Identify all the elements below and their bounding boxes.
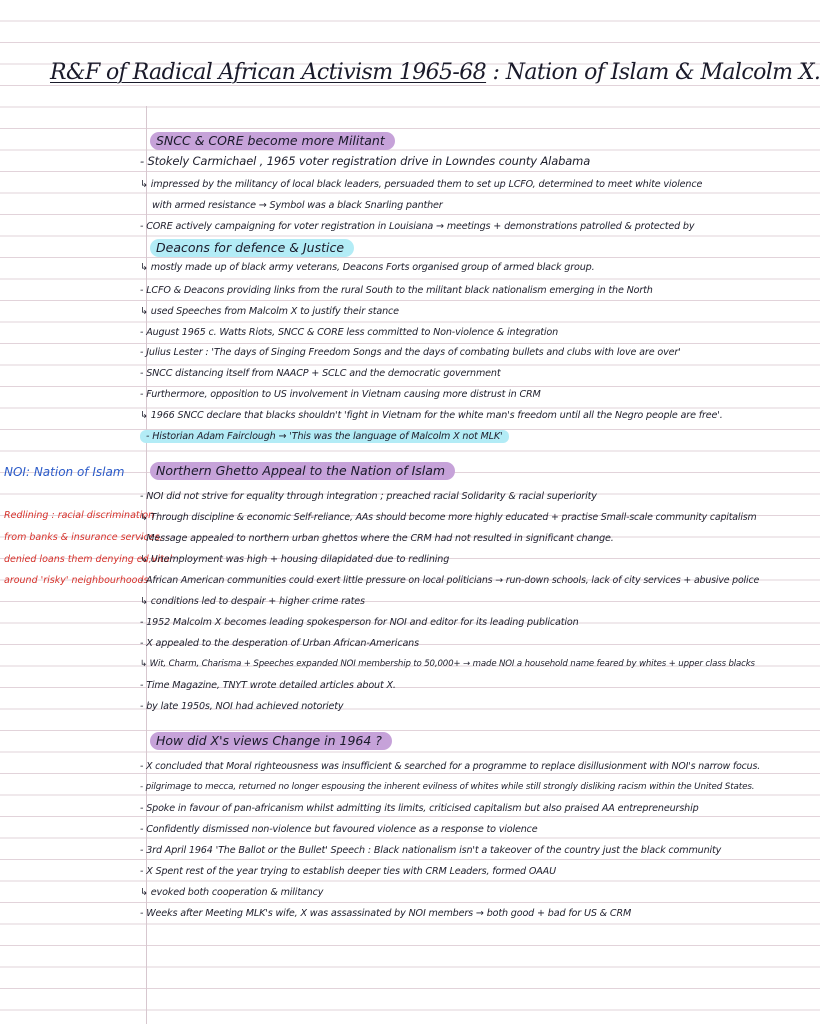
note-line: - X concluded that Moral righteousness was insufficient & searched for a programme to replace disillusionment with NOI's narrow focus. — [140, 761, 761, 772]
note-line: - LCFO & Deacons providing links from the rural South to the militant black nationalism emerging in the North — [140, 285, 653, 296]
note-line: - Furthermore, opposition to US involvement in Vietnam causing more distrust in CRM — [140, 389, 541, 400]
note-line: - Spoke in favour of pan-africanism whilst admitting its limits, criticised capitalism but also praised AA entrepreneurship — [140, 803, 699, 814]
note-line: - Message appealed to northern urban ghettos where the CRM had not resulted in significant change. — [140, 533, 614, 544]
noi-side-note: NOI: Nation of Islam — [4, 465, 125, 479]
note-line: - pilgrimage to mecca, returned no longer espousing the inherent evilness of whites while still strongly disliking racism within the United States. — [140, 782, 755, 792]
note-line: ↳ impressed by the militancy of local black leaders, persuaded them to set up LCFO, determined to meet white violence — [140, 179, 703, 190]
heading-how-changed: How did X's views Change in 1964 ? — [150, 732, 392, 750]
note-line: - Weeks after Meeting MLK's wife, X was assassinated by NOI members → both good + bad for US & CRM — [140, 908, 632, 919]
note-line: ↳ evoked both cooperation & militancy — [140, 887, 324, 898]
heading-sncc-core: SNCC & CORE become more Militant — [150, 132, 395, 150]
note-line: ↳ used Speeches from Malcolm X to justify their stance — [140, 306, 399, 317]
highlighted-quote: - Historian Adam Fairclough → 'This was the language of Malcolm X not MLK' — [140, 430, 509, 443]
note-line: ↳ mostly made up of black army veterans, Deacons Forts organised group of armed black group. — [140, 262, 595, 273]
note-line: - X appealed to the desperation of Urban African-Americans — [140, 638, 419, 649]
note-line: - SNCC distancing itself from NAACP + SCLC and the democratic government — [140, 368, 501, 379]
redlining-note-2: from banks & insurance services, — [4, 532, 163, 543]
note-line: - 3rd April 1964 'The Ballot or the Bullet' Speech : Black nationalism isn't a takeover of the country just the black community — [140, 845, 722, 856]
title-main: R&F of Radical African Activism 1965-68 — [50, 60, 487, 85]
title-sub: : Nation of Islam & Malcolm X. — [492, 60, 820, 85]
heading-northern-ghetto: Northern Ghetto Appeal to the Nation of Islam — [150, 462, 455, 480]
note-line: - NOI did not strive for equality through integration ; preached racial Solidarity & racial superiority — [140, 491, 597, 502]
note-line: - X Spent rest of the year trying to establish deeper ties with CRM Leaders, formed OAAU — [140, 866, 556, 877]
note-line: - by late 1950s, NOI had achieved notoriety — [140, 701, 344, 712]
note-line: - 1952 Malcolm X becomes leading spokesperson for NOI and editor for its leading publication — [140, 617, 579, 628]
note-line: ↳ conditions led to despair + higher crime rates — [140, 596, 365, 607]
note-line: ↳ 1966 SNCC declare that blacks shouldn't 'fight in Vietnam for the white man's freedom until all the Negro people are free'. — [140, 410, 723, 421]
note-line: - African American communities could exert little pressure on local politicians → run-down schools, lack of city services + abusive police — [140, 575, 760, 586]
note-line: - Julius Lester : 'The days of Singing Freedom Songs and the days of combating bullets and clubs with love are over' — [140, 347, 681, 358]
redlining-note-4: around 'risky' neighbourhoods — [4, 575, 149, 586]
redlining-note-1: Redlining : racial discrimination — [4, 510, 155, 521]
note-line: ↳ Wit, Charm, Charisma + Speeches expanded NOI membership to 50,000+ → made NOI a household name feared by whites + upper class blacks — [140, 659, 755, 669]
note-line: with armed resistance → Symbol was a black Snarling panther — [152, 200, 443, 211]
note-line: ↳ Through discipline & economic Self-reliance, AAs should become more highly educated + practise Small-scale community capitalism — [140, 512, 757, 523]
note-line: - Time Magazine, TNYT wrote detailed articles about X. — [140, 680, 396, 691]
redlining-note-3: denied loans them denying ed,vital — [4, 554, 173, 565]
note-line: - CORE actively campaigning for voter registration in Louisiana → meetings + demonstrations patrolled & protected by — [140, 221, 695, 232]
note-line: ↳ Unemployment was high + housing dilapidated due to redlining — [140, 554, 450, 565]
note-line: - August 1965 c. Watts Riots, SNCC & CORE less committed to Non-violence & integration — [140, 327, 559, 338]
heading-deacons: Deacons for defence & Justice — [150, 239, 354, 257]
note-line — [140, 430, 509, 443]
page-title — [50, 60, 820, 85]
note-line: - Confidently dismissed non-violence but favoured violence as a response to violence — [140, 824, 538, 835]
note-line: - Stokely Carmichael , 1965 voter registration drive in Lowndes county Alabama — [140, 154, 591, 168]
